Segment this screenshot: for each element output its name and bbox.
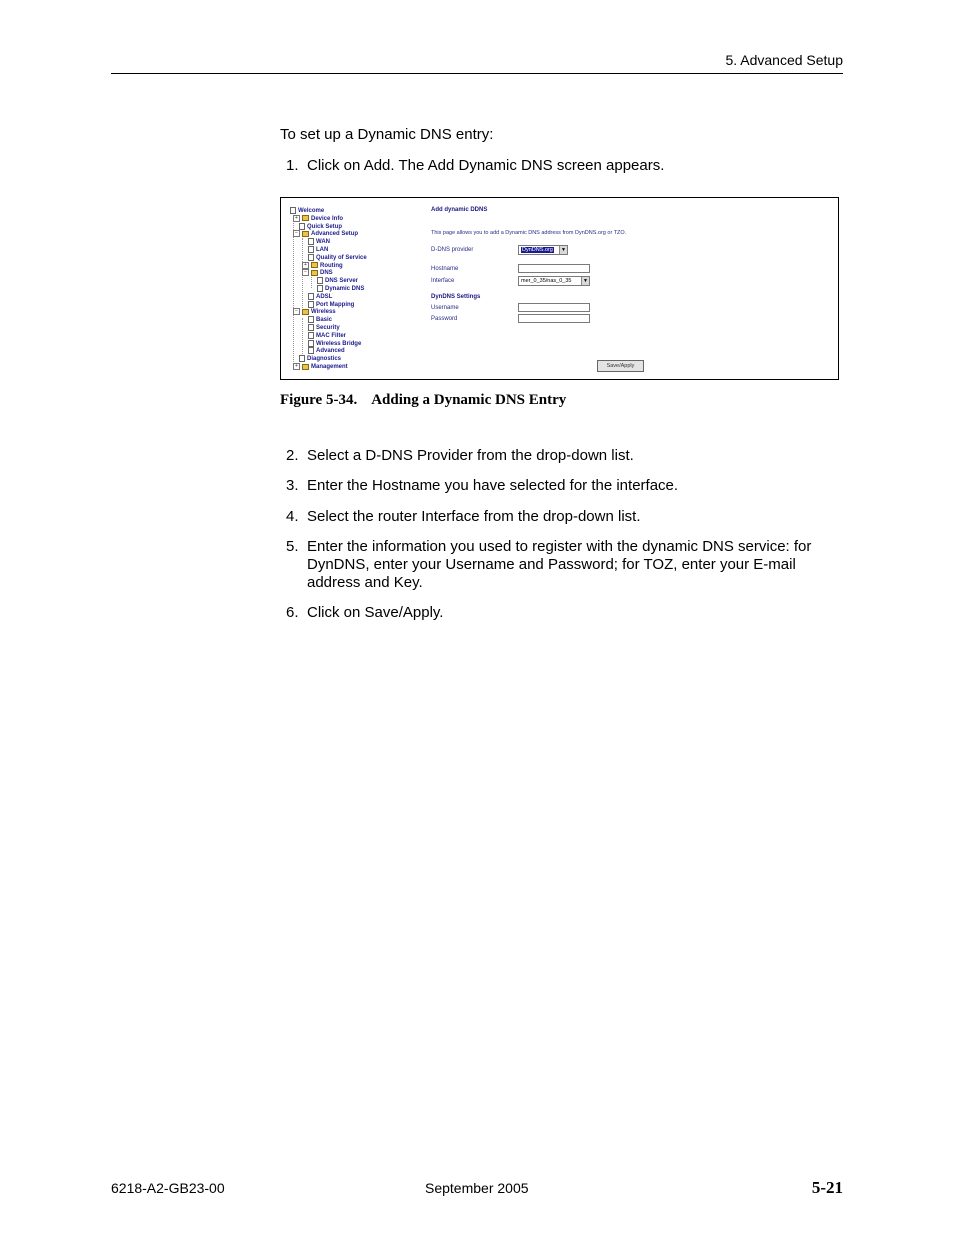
username-input[interactable] <box>518 303 590 312</box>
form-description: This page allows you to add a Dynamic DNS address from DynDNS.org or TZO. <box>431 230 627 236</box>
expand-icon[interactable]: + <box>302 262 309 269</box>
intro-text: To set up a Dynamic DNS entry: <box>280 126 494 143</box>
interface-value: mer_0_35/nas_0_35 <box>521 278 572 284</box>
caption-title: Adding a Dynamic DNS Entry <box>371 392 567 408</box>
tree-item-label: DNS Server <box>325 278 359 285</box>
page-icon <box>308 347 314 354</box>
username-label: Username <box>431 305 459 311</box>
folder-icon <box>311 262 318 268</box>
hostname-input[interactable] <box>518 264 590 273</box>
tree-item-label: Wireless Bridge <box>316 340 362 347</box>
folder-icon <box>302 364 309 370</box>
folder-icon <box>302 309 309 315</box>
step-number: 5. <box>286 538 299 555</box>
step-text: Enter the information you used to register with the dynamic DNS service: for DynDNS, enter your Username and Password; for TOZ, enter your E-mail address and Key. <box>307 538 812 591</box>
page-icon <box>308 340 314 347</box>
step-text: Select the router Interface from the drop-down list. <box>307 508 641 525</box>
tree-item-label: Quality of Service <box>316 254 367 261</box>
tree-item-label: WAN <box>316 239 330 246</box>
interface-label: Interface <box>431 278 455 284</box>
tree-item-label: Diagnostics <box>307 356 342 363</box>
tree-item[interactable] <box>293 363 348 371</box>
running-header-section: 5. Advanced Setup <box>725 52 843 68</box>
provider-select[interactable] <box>518 245 568 255</box>
chevron-down-icon: ▼ <box>581 277 589 285</box>
step-number: 6. <box>286 604 299 621</box>
tree-item-label: Advanced <box>316 348 345 355</box>
chevron-down-icon: ▼ <box>559 246 567 254</box>
figure-caption <box>280 392 566 409</box>
tree-item-label: Device Info <box>311 215 344 222</box>
step-text: Click on Add. The Add Dynamic DNS screen appears. <box>307 157 665 174</box>
page-icon <box>317 285 323 292</box>
provider-label: D-DNS provider <box>431 247 474 253</box>
step-text: Click on Save/Apply. <box>307 604 444 621</box>
step-number: 1. <box>286 157 299 174</box>
page-icon <box>290 207 296 214</box>
tree-item-label: Management <box>311 364 348 371</box>
step-number: 2. <box>286 447 299 464</box>
expand-icon[interactable]: + <box>293 363 300 370</box>
interface-select[interactable] <box>518 276 590 286</box>
figure-screenshot <box>280 197 839 380</box>
tree-item-label: ADSL <box>316 293 333 300</box>
page-icon <box>308 332 314 339</box>
tree-item-label: Wireless <box>311 309 336 316</box>
tree-item-label: Basic <box>316 317 333 324</box>
folder-icon <box>302 231 309 237</box>
footer-page-number: 5-21 <box>811 1178 843 1197</box>
tree-connector <box>302 318 303 354</box>
tree-item-label: Advanced Setup <box>311 231 359 238</box>
footer-doc-id: 6218-A2-GB23-00 <box>111 1180 225 1196</box>
step-number: 4. <box>286 508 299 525</box>
page-icon <box>317 277 323 284</box>
settings-heading: DynDNS Settings <box>431 294 481 300</box>
collapse-icon[interactable]: − <box>302 269 309 276</box>
tree-item-label: MAC Filter <box>316 332 346 339</box>
folder-icon <box>311 270 318 276</box>
expand-icon[interactable]: + <box>293 215 300 222</box>
hostname-label: Hostname <box>431 266 459 272</box>
tree-item-label: Routing <box>320 262 343 269</box>
collapse-icon[interactable]: − <box>293 308 300 315</box>
page-icon <box>308 246 314 253</box>
tree-item-label: Dynamic DNS <box>325 286 365 293</box>
save-apply-button[interactable]: Save/Apply <box>597 360 644 372</box>
page-icon <box>308 254 314 261</box>
tree-item-label: Quick Setup <box>307 223 343 230</box>
password-input[interactable] <box>518 314 590 323</box>
tree-item-label: DNS <box>320 270 333 277</box>
form-title: Add dynamic DDNS <box>431 207 488 213</box>
page-icon <box>308 301 314 308</box>
page-icon <box>308 293 314 300</box>
caption-number: Figure 5-34. <box>280 392 358 408</box>
footer-date: September 2005 <box>425 1180 529 1196</box>
tree-item-label: Welcome <box>298 208 325 215</box>
provider-value: DynDNS.org <box>522 247 553 253</box>
step-text: Select a D-DNS Provider from the drop-down list. <box>307 447 634 464</box>
page-icon <box>299 223 305 230</box>
page-icon <box>308 238 314 245</box>
page-icon <box>308 316 314 323</box>
tree-item-label: Port Mapping <box>316 301 355 308</box>
header-rule <box>111 73 843 74</box>
step-number: 3. <box>286 477 299 494</box>
step-text: Enter the Hostname you have selected for the interface. <box>307 477 679 494</box>
password-label: Password <box>431 316 458 322</box>
tree-item-label: LAN <box>316 247 329 254</box>
page-icon <box>308 324 314 331</box>
folder-icon <box>302 215 309 221</box>
page-icon <box>299 355 305 362</box>
collapse-icon[interactable]: − <box>293 230 300 237</box>
tree-item-label: Security <box>316 325 340 332</box>
